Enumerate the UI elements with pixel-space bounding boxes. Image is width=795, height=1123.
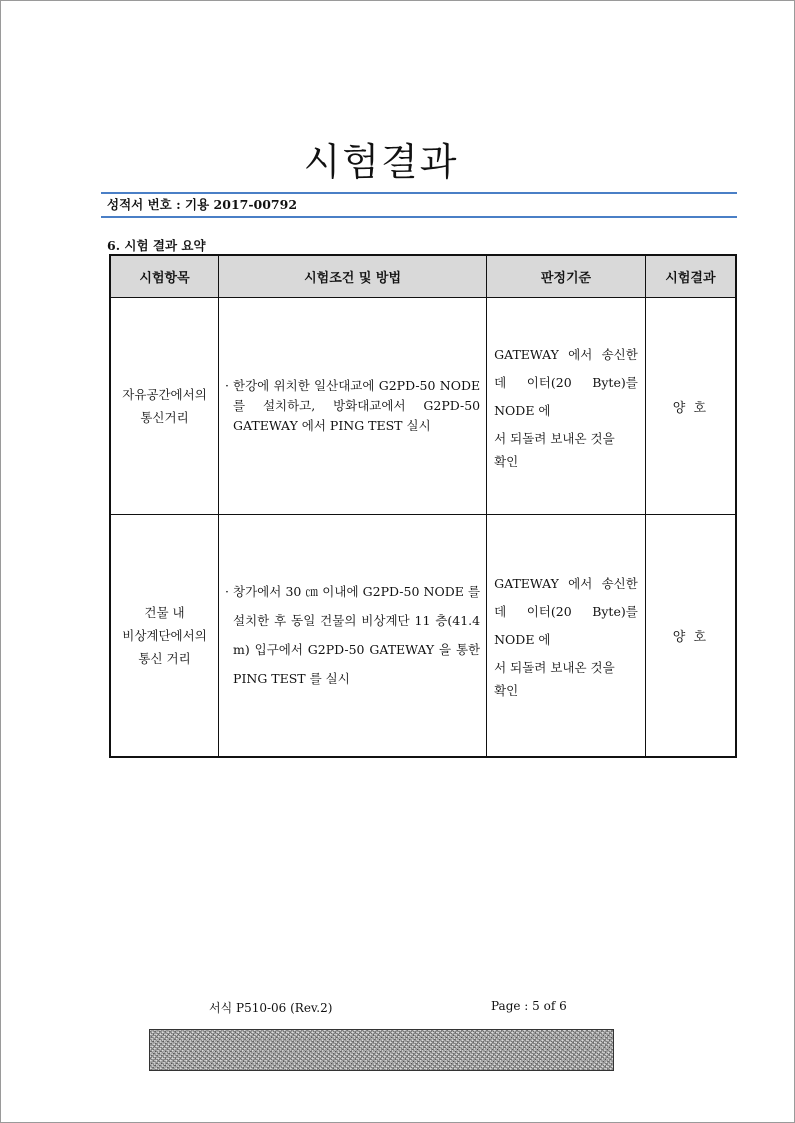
criteria-cell (487, 298, 646, 515)
form-number: 서식 P510-06 (Rev.2) (209, 1001, 333, 1015)
criteria-line (494, 341, 638, 369)
criteria-word: GATEWAY (494, 576, 559, 592)
criteria-word: GATEWAY (494, 347, 559, 362)
result-cell: 양 호 (645, 515, 736, 757)
criteria-word: Byte)를 (592, 375, 638, 390)
test-item-line: 자유공간에서의 (122, 387, 207, 402)
test-method-text: 창가에서 30 ㎝ 이내에 G2PD-50 NODE 를 설치한 후 동일 건물의 비상계단 11 층(41.4 m) 입구에서 G2PD-50 GATEWAY 을 통한 PING TEST 를 실시 (233, 584, 481, 687)
criteria-word: 데 (494, 604, 507, 620)
test-item-line: 비상계단에서의 (122, 627, 207, 643)
top-divider (101, 192, 737, 194)
criteria-line (494, 598, 638, 626)
bottom-divider (101, 216, 737, 218)
criteria-line: 확인 (494, 683, 519, 699)
page-number: Page : 5 of 6 (491, 999, 567, 1013)
criteria-word: Byte)를 (592, 604, 638, 620)
test-method-text: 한강에 위치한 일산대교에 G2PD-50 NODE를 설치하고, 방화대교에서 G2PD-50 GATEWAY 에서 PING TEST 실시 (233, 378, 481, 433)
criteria-line (494, 570, 638, 598)
header-test-item: 시험항목 (110, 255, 219, 298)
criteria-word: 송신한 (601, 347, 638, 362)
test-item-line: 건물 내 (144, 604, 185, 620)
criteria-line: 확인 (494, 454, 519, 469)
section-heading: 6. 시험 결과 요약 (107, 238, 206, 253)
security-pattern-stamp (149, 1029, 614, 1071)
criteria-word: 에서 (568, 576, 593, 592)
criteria-line (494, 369, 638, 397)
header-test-method: 시험조건 및 방법 (219, 255, 487, 298)
criteria-line: NODE 에 (494, 403, 551, 418)
table-row (110, 515, 736, 757)
criteria-line: 서 되돌려 보내온 것을 (494, 660, 615, 676)
bullet: · (225, 584, 230, 600)
header-result: 시험결과 (645, 255, 736, 298)
test-item-line: 통신거리 (140, 410, 189, 425)
criteria-word: 이터(20 (526, 375, 572, 390)
table-row (110, 298, 736, 515)
table-header-row (110, 255, 736, 298)
criteria-line: NODE 에 (494, 632, 551, 648)
page-title: 시험결과 (303, 140, 459, 184)
test-method-cell (219, 298, 487, 515)
criteria-line: 서 되돌려 보내온 것을 (494, 431, 615, 446)
criteria-word: 데 (494, 375, 507, 390)
criteria-word: 이터(20 (526, 604, 572, 620)
test-item-line: 통신 거리 (138, 650, 191, 666)
header-criteria: 판정기준 (487, 255, 646, 298)
criteria-word: 송신한 (601, 576, 638, 592)
criteria-cell (487, 515, 646, 757)
test-item-cell (110, 515, 219, 757)
test-method-cell (219, 515, 487, 757)
result-cell: 양 호 (645, 298, 736, 515)
bullet: · (225, 378, 230, 393)
test-item-cell (110, 298, 219, 515)
report-number: 성적서 번호 : 기용 2017-00792 (107, 197, 298, 212)
criteria-word: 에서 (568, 347, 593, 362)
results-table (109, 254, 737, 758)
